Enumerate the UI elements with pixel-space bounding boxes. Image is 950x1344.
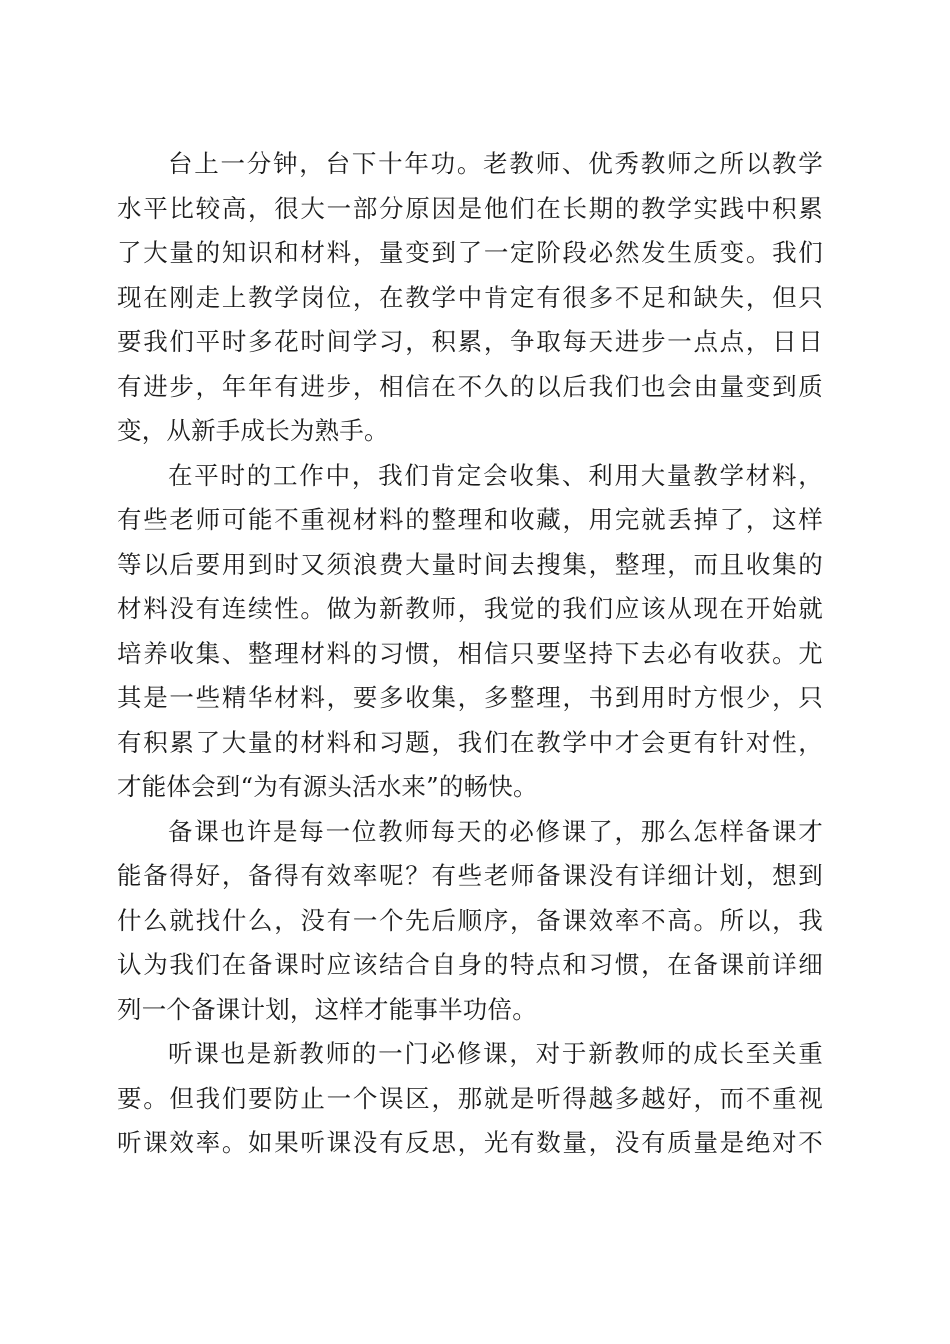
text-line: 培养收集、整理材料的习惯，相信只要坚持下去必有收获。尤 <box>117 638 823 668</box>
text-line: 有些老师可能不重视材料的整理和收藏，用完就丢掉了，这样 <box>117 505 823 534</box>
text-line: 变，从新手成长为熟手。 <box>117 416 389 445</box>
text-line: 有积累了大量的材料和习题，我们在教学中才会更有针对性， <box>117 727 823 757</box>
text-line: 要我们平时多花时间学习，积累，争取每天进步一点点，日日 <box>117 327 823 356</box>
text-line: 能备得好，备得有效率呢？有些老师备课没有详细计划，想到 <box>117 861 823 890</box>
text-line: 有进步，年年有进步，相信在不久的以后我们也会由量变到质 <box>117 371 823 401</box>
text-line: 要。但我们要防止一个误区，那就是听得越多越好，而不重视 <box>117 1083 823 1113</box>
text-line: 才能体会到“为有源头活水来”的畅快。 <box>117 772 538 801</box>
text-line: 材料没有连续性。做为新教师，我觉的我们应该从现在开始就 <box>117 594 823 623</box>
paragraph-3 <box>117 810 823 1033</box>
paragraph-2 <box>117 454 823 810</box>
text-line: 认为我们在备课时应该结合自身的特点和习惯，在备课前详细 <box>117 950 823 979</box>
text-line: 什么就找什么，没有一个先后顺序，备课效率不高。所以，我 <box>117 905 823 935</box>
paragraph-4 <box>117 1032 823 1166</box>
document-body <box>117 142 823 1166</box>
text-line: 台上一分钟，台下十年功。老教师、优秀教师之所以教学 <box>168 149 823 178</box>
text-line: 等以后要用到时又须浪费大量时间去搜集，整理，而且收集的 <box>117 549 823 579</box>
text-line: 列一个备课计划，这样才能事半功倍。 <box>117 994 537 1024</box>
text-line: 在平时的工作中，我们肯定会收集、利用大量教学材料， <box>168 460 823 490</box>
text-line: 备课也许是每一位教师每天的必修课了，那么怎样备课才 <box>168 816 823 846</box>
text-line: 听课效率。如果听课没有反思，光有数量，没有质量是绝对不 <box>117 1128 823 1157</box>
text-line: 了大量的知识和材料，量变到了一定阶段必然发生质变。我们 <box>117 238 823 267</box>
text-line: 水平比较高，很大一部分原因是他们在长期的教学实践中积累 <box>117 193 823 223</box>
text-line: 其是一些精华材料，要多收集，多整理，书到用时方恨少，只 <box>117 683 823 712</box>
text-line: 听课也是新教师的一门必修课，对于新教师的成长至关重 <box>168 1039 823 1068</box>
paragraph-1 <box>117 142 823 454</box>
text-line: 现在刚走上教学岗位，在教学中肯定有很多不足和缺失，但只 <box>117 282 823 312</box>
